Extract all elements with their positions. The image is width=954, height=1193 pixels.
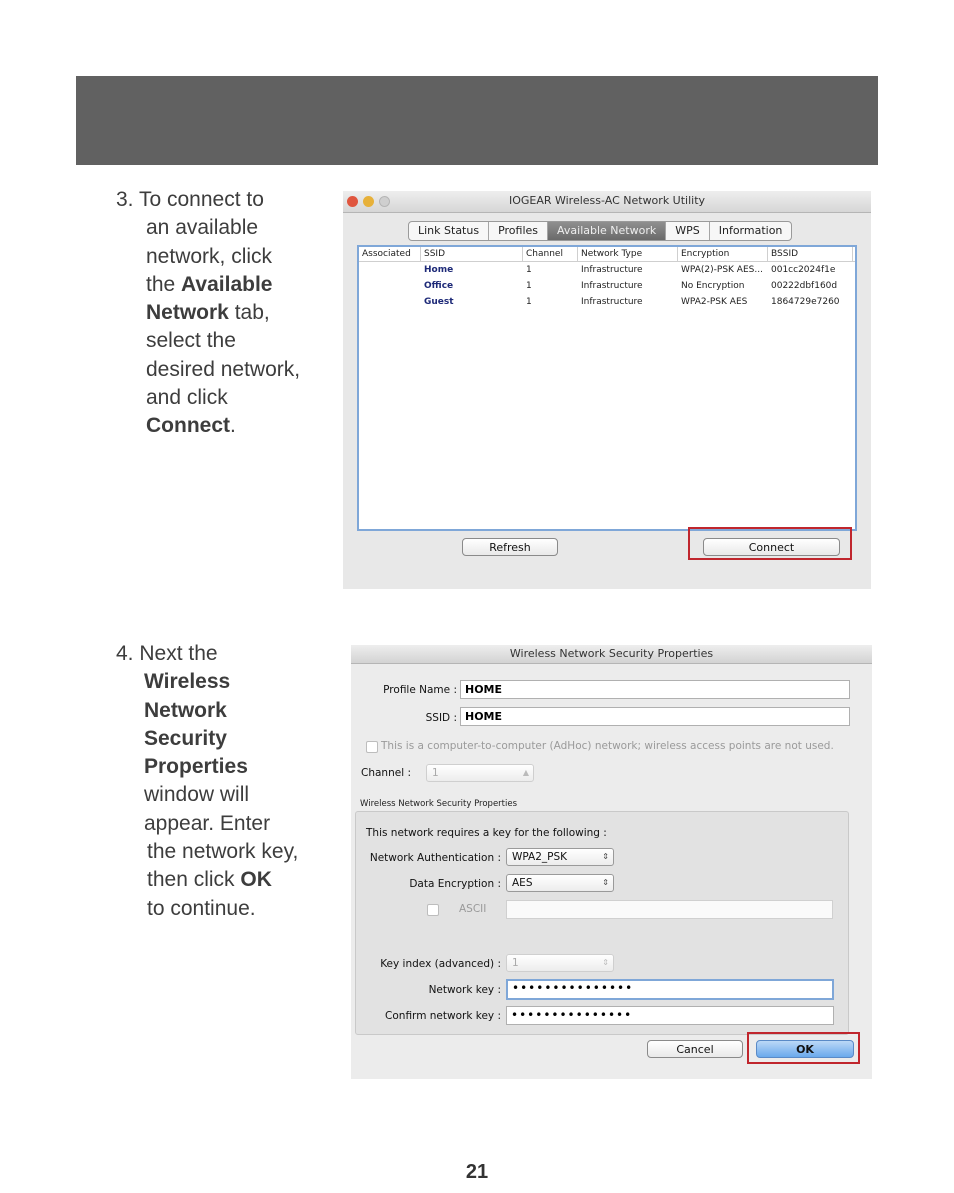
auth-value: WPA2_PSK (512, 851, 568, 863)
network-key-field[interactable]: ••••••••••••••• (506, 979, 834, 1000)
network-type-cell: Infrastructure (581, 281, 643, 291)
adhoc-checkbox[interactable] (366, 741, 378, 753)
ssid-cell: Office (424, 281, 454, 291)
refresh-button[interactable]: Refresh (462, 538, 558, 556)
network-list-header (359, 247, 855, 262)
column-associated[interactable]: Associated (359, 247, 421, 261)
ssid-field[interactable]: HOME (460, 707, 850, 726)
channel-label: Channel : (361, 767, 411, 779)
tab-link-status[interactable]: Link Status (409, 222, 489, 240)
network-type-cell: Infrastructure (581, 265, 643, 275)
ssid-label: SSID : (425, 712, 457, 724)
step-3-instructions (116, 186, 331, 441)
encryption-label: Data Encryption : (409, 878, 501, 890)
step-3-line-7: desired network, (146, 357, 301, 381)
up-down-arrows-icon: ⇕ (602, 958, 609, 967)
step-4-line-2: Wireless (144, 670, 231, 694)
window-title: IOGEAR Wireless-AC Network Utility (508, 194, 706, 207)
connect-button[interactable]: Connect (703, 538, 840, 556)
encryption-value: AES (512, 877, 533, 889)
up-down-arrows-icon: ⇕ (602, 852, 609, 861)
tab-wps[interactable]: WPS (666, 222, 710, 240)
column-bssid[interactable]: BSSID (768, 247, 853, 261)
bssid-cell: 1864729e7260 (771, 297, 840, 307)
tab-profiles[interactable]: Profiles (489, 222, 548, 240)
associated-cell (359, 262, 421, 278)
step-4-line-8: the network key, (147, 840, 299, 864)
step-4-line-5: Properties (144, 755, 248, 779)
table-row[interactable] (359, 262, 855, 278)
step-3-line-2: an available (146, 216, 259, 240)
associated-cell (359, 294, 421, 310)
step-3-line-3: network, click (146, 244, 273, 268)
step-4-line-7: appear. Enter (144, 811, 271, 835)
associated-cell (359, 278, 421, 294)
column-encryption[interactable]: Encryption (678, 247, 768, 261)
tab-information[interactable]: Information (718, 224, 783, 237)
connect-highlight-box (688, 527, 852, 560)
ssid-cell: Home (424, 265, 454, 275)
group-title: Wireless Network Security Properties (360, 799, 518, 809)
page-number: 21 (465, 1161, 489, 1183)
tab-available-network[interactable]: Available Network (548, 222, 666, 240)
up-down-arrows-icon: ⇕ (602, 878, 609, 887)
network-utility-window (343, 191, 871, 589)
step-4-line-6: window will (144, 783, 250, 807)
adhoc-label: This is a computer-to-computer (AdHoc) network; wireless access points are not used. (381, 740, 834, 752)
step-3-line-5: Network tab, (146, 301, 270, 325)
header-band (76, 76, 878, 165)
channel-select[interactable] (426, 764, 534, 782)
bssid-cell: 001cc2024f1e (771, 265, 836, 275)
column-network-type[interactable]: Network Type (578, 247, 678, 261)
ascii-checkbox[interactable] (427, 904, 439, 916)
window-title: Wireless Network Security Properties (509, 647, 714, 660)
encryption-select[interactable] (506, 874, 614, 892)
security-group (355, 811, 849, 1035)
step-4-line-10: to continue. (147, 896, 256, 920)
channel-cell: 1 (526, 281, 532, 291)
step-4-line-9: then click OK (147, 868, 272, 892)
bssid-cell: 00222dbf160d (771, 281, 838, 291)
channel-cell: 1 (526, 297, 532, 307)
ok-highlight-box (747, 1032, 860, 1064)
column-channel[interactable]: Channel (523, 247, 578, 261)
profile-name-label: Profile Name : (383, 684, 457, 696)
ascii-field[interactable] (506, 900, 833, 919)
step-3-line-4: the Available (146, 272, 273, 296)
network-list[interactable] (357, 245, 857, 531)
security-properties-window (351, 645, 872, 1079)
step-4-line-4: Security (144, 726, 227, 750)
auth-select[interactable] (506, 848, 614, 866)
ascii-label: ASCII (459, 903, 487, 915)
window-titlebar (343, 191, 871, 213)
requires-text: This network requires a key for the following : (366, 827, 607, 839)
table-row[interactable] (359, 278, 855, 294)
encryption-cell: WPA2-PSK AES (681, 297, 748, 307)
step-4-instructions (116, 640, 331, 923)
confirm-key-label: Confirm network key : (385, 1010, 501, 1022)
profile-name-field[interactable]: HOME (460, 680, 850, 699)
column-ssid[interactable]: SSID (421, 247, 523, 261)
table-row[interactable] (359, 294, 855, 310)
step-4-line-1: 4. Next the (116, 642, 218, 665)
step-4-line-3: Network (144, 698, 227, 722)
step-3-line-1: 3. To connect to (116, 188, 264, 211)
network-key-label: Network key : (428, 984, 501, 996)
confirm-key-field[interactable]: ••••••••••••••• (506, 1006, 834, 1025)
key-index-value: 1 (512, 957, 519, 969)
key-index-select[interactable] (506, 954, 614, 972)
step-3-line-8: and click (146, 386, 228, 410)
key-index-label: Key index (advanced) : (380, 958, 501, 970)
up-down-arrows-icon: ▲ (522, 768, 529, 777)
tab-bar (408, 221, 792, 241)
step-3-line-9: Connect. (146, 414, 236, 438)
ok-button[interactable]: OK (756, 1040, 854, 1058)
auth-label: Network Authentication : (369, 852, 501, 864)
encryption-cell: No Encryption (681, 281, 745, 291)
cancel-button[interactable]: Cancel (647, 1040, 743, 1058)
encryption-cell: WPA(2)-PSK AES... (681, 265, 763, 275)
network-type-cell: Infrastructure (581, 297, 643, 307)
ssid-cell: Guest (424, 297, 454, 307)
window-titlebar (351, 645, 872, 664)
channel-value: 1 (432, 767, 439, 779)
step-3-line-6: select the (146, 329, 236, 353)
channel-cell: 1 (526, 265, 532, 275)
